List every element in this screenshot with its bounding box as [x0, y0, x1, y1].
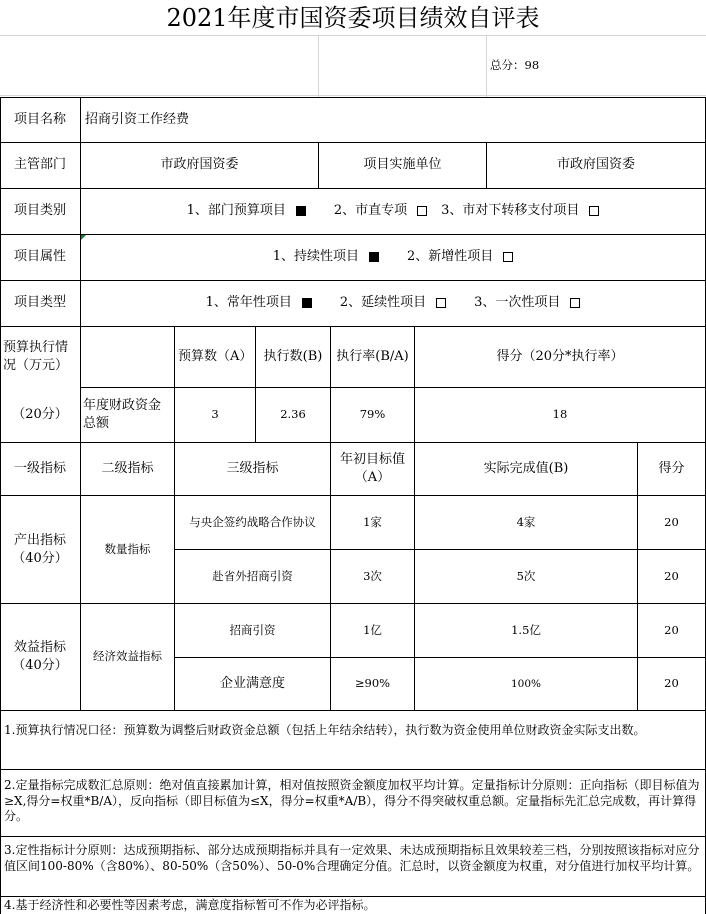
table-row-score: 20 [664, 676, 679, 691]
note-1: 1.预算执行情况口径：预算数为调整后财政资金总额（包括上年结余结转），执行数为资金使用单位财政资金实际支出数。 [4, 723, 646, 737]
budget-row-label: 年度财政资金总额 [83, 398, 162, 431]
note-4: 4.基于经济性和必要性等因素考虑，满意度指标暂可不作为必评指标。 [4, 898, 376, 912]
table-row-target: 1亿 [363, 622, 382, 637]
attribute-option [407, 248, 513, 266]
table-row-score: 20 [664, 514, 679, 529]
table-row-target: 1家 [363, 514, 382, 529]
department-label: 主管部门 [13, 157, 66, 173]
project-name-value: 招商引资工作经费 [85, 111, 190, 127]
gridline [318, 35, 319, 97]
project-category-label: 项目类别 [13, 203, 66, 219]
impl-unit-label: 项目实施单位 [363, 157, 442, 173]
budget-header-score: 得分（20分*执行率） [496, 349, 624, 365]
project-type-options [81, 280, 705, 326]
table-row-level3: 企业满意度 [219, 676, 285, 692]
type-option [474, 294, 580, 312]
project-attribute-options [81, 234, 705, 280]
type-option [206, 294, 312, 312]
attribute-option [273, 248, 379, 266]
unchecked-box-icon[interactable] [570, 298, 580, 308]
budget-value-a: 3 [211, 407, 219, 422]
budget-value-score: 18 [552, 407, 568, 422]
table-row-actual: 4家 [516, 514, 536, 529]
category-option [441, 202, 599, 220]
budget-score-label: （20分） [12, 407, 68, 423]
project-name-label: 项目名称 [13, 111, 66, 127]
table-row-score: 20 [664, 622, 679, 637]
project-category-options [81, 188, 705, 234]
budget-header-a: 预算数（A） [178, 349, 253, 365]
project-attribute-label: 项目属性 [13, 249, 66, 265]
quantity-indicator-label: 数量指标 [104, 541, 151, 556]
attribute-option-text: 1、持续性项目 [272, 249, 359, 265]
type-option-text: 3、一次性项目 [474, 295, 561, 311]
category-option-text: 2、市直专项 [333, 203, 408, 219]
total-score: 总分：98 [490, 58, 540, 73]
unchecked-box-icon[interactable] [417, 206, 427, 216]
budget-value-rate: 79% [359, 407, 386, 422]
type-option [340, 294, 446, 312]
table-row-actual: 1.5亿 [511, 622, 541, 637]
table-row-target: 3次 [363, 568, 382, 583]
budget-header-rate: 执行率(B/A) [336, 349, 409, 365]
budget-value-b: 2.36 [280, 407, 306, 422]
table-row-target: ≥90% [354, 676, 391, 691]
checked-box-icon[interactable] [302, 298, 312, 308]
unchecked-box-icon[interactable] [503, 252, 513, 262]
impl-unit-value: 市政府国资委 [556, 157, 635, 173]
table-row-actual: 100% [510, 677, 542, 690]
project-type-label: 项目类型 [13, 295, 66, 311]
indicator-header-score: 得分 [658, 461, 685, 477]
table-row-actual: 5次 [516, 568, 536, 583]
unchecked-box-icon[interactable] [436, 298, 446, 308]
table-row-level3: 招商引资 [229, 622, 276, 637]
indicator-header-level3: 三级指标 [226, 461, 279, 477]
budget-header-b: 执行数(B) [263, 349, 323, 365]
table-row-level3: 与央企签约战略合作协议 [189, 514, 316, 529]
unchecked-box-icon[interactable] [589, 206, 599, 216]
output-indicator-label: 产出指标（40分） [12, 532, 68, 566]
checked-box-icon[interactable] [296, 206, 306, 216]
note-3: 3.定性指标计分原则：达成预期指标、部分达成预期指标并具有一定效果、未达成预期指标且效果较差三档，分别按照该指标对应分值区间100-80%（含80%）、80-50%（含50%）、50-0%合理确定分值。汇总时，以资金额度为权重，对分值进行加权平均计算。 [4, 843, 700, 873]
checked-box-icon[interactable] [369, 252, 379, 262]
page-title: 2021年度市国资委项目绩效自评表 [166, 3, 540, 32]
indicator-header-target: 年初目标值（A） [339, 452, 405, 485]
type-option-text: 1、常年性项目 [205, 295, 292, 311]
department-value: 市政府国资委 [160, 157, 239, 173]
economic-indicator-label: 经济效益指标 [93, 649, 162, 664]
benefit-indicator-label: 效益指标（40分） [12, 640, 68, 673]
budget-label: 预算执行情况（万元） [3, 340, 69, 373]
category-option-text: 3、市对下转移支付项目 [441, 203, 580, 219]
note-2: 2.定量指标完成数汇总原则：绝对值直接累加计算，相对值按照资金额度加权平均计算。定量指标计分原则：正向指标（即目标值为≥X,得分=权重*B/A），反向指标（即目标值为≤X，得分=权重*A/B），得分不得突破权重总额。定量指标先汇总完成数，再计算得分。 [4, 778, 700, 824]
table-row-level3: 赴省外招商引资 [212, 568, 293, 583]
indicator-header-level1: 一级指标 [13, 461, 66, 477]
category-option-text: 1、部门预算项目 [186, 203, 286, 219]
indicator-header-level2: 二级指标 [101, 461, 154, 477]
attribute-option-text: 2、新增性项目 [407, 249, 494, 265]
category-option [334, 202, 427, 220]
table-row-score: 20 [664, 568, 679, 583]
indicator-header-actual: 实际完成值(B) [483, 461, 569, 477]
category-option [187, 202, 306, 220]
type-option-text: 2、延续性项目 [339, 295, 427, 311]
